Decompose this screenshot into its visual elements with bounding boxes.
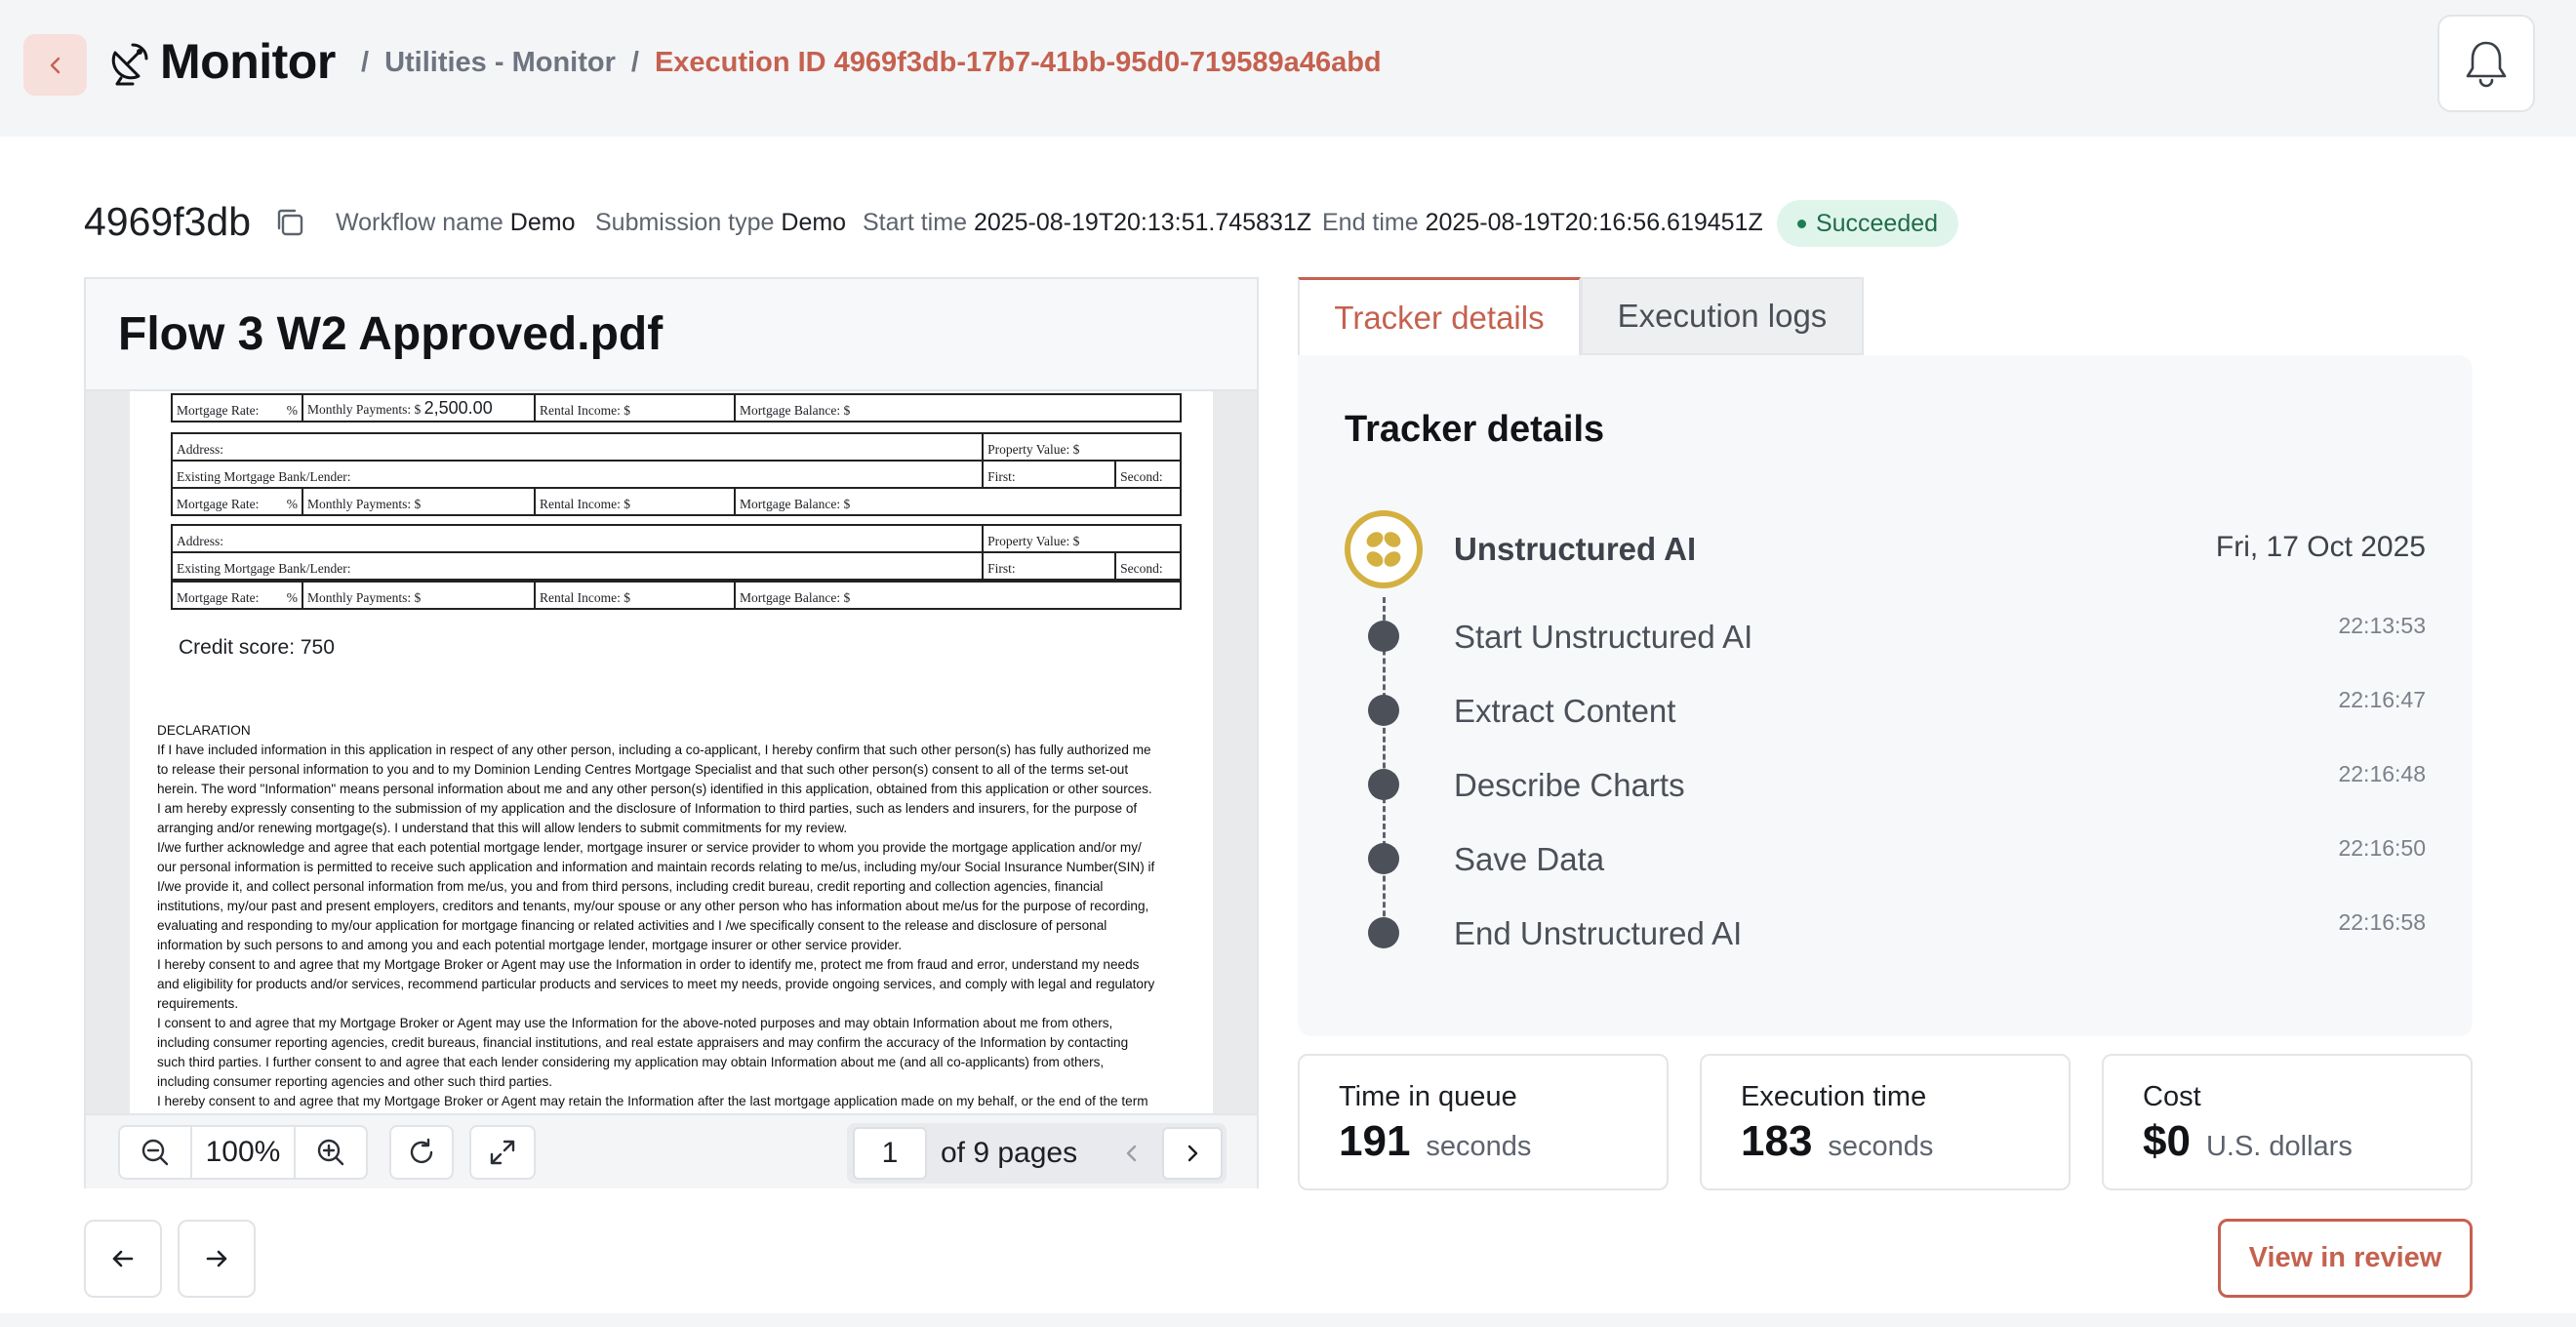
form-table: [171, 524, 1182, 581]
tracker-panel: [1298, 355, 2473, 1036]
breadcrumb-separator: /: [630, 47, 639, 78]
form-cell: [535, 488, 735, 515]
declaration-line: requirements.: [157, 996, 239, 1011]
submission-type-label: Submission type: [595, 209, 775, 236]
expand-icon: [487, 1137, 518, 1168]
document-page-area[interactable]: [86, 391, 1257, 1113]
declaration-line: I/we provide it, and collect personal information from me/us, you and from third persons, including credit bureau, credit reporting and collection agencies, financial: [157, 879, 1104, 894]
form-cell: [172, 394, 302, 422]
declaration-line: I hereby consent to and agree that my Mortgage Broker or Agent may retain the Information after the last mortgage application made on my behalf, or the end of the term: [157, 1094, 1148, 1108]
status-badge: [1777, 200, 1958, 247]
declaration-line: institutions, my/our past and present employers, creditors and tenants, my/our spouse or any other person who has information about me/us for the purpose of recording,: [157, 899, 1149, 913]
form-cell: [535, 582, 735, 609]
form-cell: [302, 488, 535, 515]
chevron-left-icon: [1121, 1143, 1143, 1164]
back-button[interactable]: [23, 34, 87, 96]
document-header: [86, 279, 1257, 391]
bell-icon: [2463, 39, 2510, 88]
stat-value-group: [2143, 1117, 2353, 1166]
form-cell: [983, 525, 1181, 552]
rotate-icon: [406, 1137, 437, 1168]
zoom-in-button[interactable]: [294, 1125, 368, 1180]
tab-tracker-details[interactable]: Tracker details: [1298, 277, 1581, 355]
workflow-name-label: Workflow name: [336, 209, 503, 236]
declaration: [157, 721, 1201, 1111]
execution-id-value: 4969f3db-17b7-41bb-95d0-719589a46abd: [833, 47, 1382, 78]
form-table: [171, 432, 1182, 489]
breadcrumb: [361, 47, 1382, 79]
rotate-button[interactable]: [389, 1125, 454, 1180]
address-label: Address:: [177, 534, 223, 548]
stat-unit: U.S. dollars: [2205, 1131, 2353, 1162]
stat-value: $0: [2143, 1117, 2191, 1165]
percent-sign: %: [286, 403, 298, 418]
step-name: Describe Charts: [1454, 767, 1685, 803]
step-name: End Unstructured AI: [1454, 915, 1743, 951]
step-time: 22:16:48: [2338, 761, 2426, 786]
stat-value-group: [1741, 1117, 1933, 1166]
view-in-review-button[interactable]: View in review: [2218, 1219, 2473, 1298]
form-row: [172, 525, 1181, 552]
stat-label: Execution time: [1741, 1081, 1927, 1112]
form-cell: [172, 552, 983, 580]
stat-value: 183: [1741, 1117, 1813, 1165]
arrow-left-icon: [108, 1244, 138, 1273]
breadcrumb-execution-id: [655, 47, 1382, 79]
form-row: [172, 488, 1181, 515]
form-cell: [983, 461, 1115, 488]
address-label: Address:: [177, 442, 223, 457]
step-time: 22:16:58: [2338, 909, 2426, 935]
declaration-line: I/we further acknowledge and agree that each potential mortgage lender, mortgage insurer or service provider to whom you provide the mortgage application and/or my/: [157, 840, 1142, 855]
stat-value-group: [1339, 1117, 1531, 1166]
timeline-dot: [1368, 621, 1399, 652]
mortgage-rate-label: Mortgage Rate:: [177, 403, 260, 418]
next-execution-button[interactable]: [178, 1220, 256, 1298]
mortgage-balance-label: Mortgage Balance: $: [740, 403, 851, 418]
document-toolbar: [86, 1113, 1257, 1188]
form-row: [172, 433, 1181, 461]
start-time: [863, 209, 1311, 237]
declaration-line: such third parties. I further consent to and agree that each lender considering my application may obtain Information about me (and all co-applicants) from others,: [157, 1055, 1105, 1069]
page-count: of 9 pages: [941, 1137, 1078, 1169]
declaration-line: I am hereby expressly consenting to the submission of my application and the disclosure of Information to third parties, such as lenders and insurers, for the purpose of: [157, 801, 1138, 816]
timeline-dot: [1368, 769, 1399, 800]
mortgage-balance-label: Mortgage Balance: $: [740, 590, 851, 605]
notifications-button[interactable]: [2437, 15, 2535, 112]
mortgage-rate-label: Mortgage Rate:: [177, 497, 260, 511]
form-table: [171, 393, 1182, 422]
existing-mortgage-label: Existing Mortgage Bank/Lender:: [177, 561, 351, 576]
step-time: 22:16:47: [2338, 687, 2426, 712]
property-value-label: Property Value: $: [987, 442, 1080, 457]
end-time-value: 2025-08-19T20:16:56.619451Z: [1425, 209, 1763, 236]
timeline-step: [1298, 687, 2473, 736]
status-text: Succeeded: [1815, 209, 1939, 237]
form-row: [172, 461, 1181, 488]
breadcrumb-separator: /: [361, 47, 370, 78]
bottom-strip: [0, 1313, 2576, 1327]
rental-income-label: Rental Income: $: [540, 590, 630, 605]
page-navigator: [847, 1123, 1227, 1184]
form-cell: [735, 582, 1181, 609]
workflow-name-value: Demo: [509, 209, 576, 236]
declaration-line: If I have included information in this application in respect of any other person, including a co-applicant, I hereby confirm that such other person(s) has fully authorized me: [157, 743, 1151, 757]
form-cell: [983, 552, 1115, 580]
arrow-right-icon: [202, 1244, 231, 1273]
stat-cost: [2102, 1054, 2473, 1190]
percent-sign: %: [286, 497, 298, 511]
existing-mortgage-label: Existing Mortgage Bank/Lender:: [177, 469, 351, 484]
stat-value: 191: [1339, 1117, 1411, 1165]
form-cell: [1115, 552, 1181, 580]
zoom-out-icon: [140, 1137, 171, 1168]
monthly-payments-value: 2,500.00: [423, 398, 493, 418]
previous-execution-button[interactable]: [84, 1220, 162, 1298]
second-label: Second:: [1120, 469, 1163, 484]
document-title: Flow 3 W2 Approved.pdf: [118, 308, 664, 360]
step-time: 22:16:50: [2338, 835, 2426, 861]
credit-score: Credit score: 750: [179, 636, 335, 659]
previous-page-button[interactable]: [1103, 1127, 1161, 1180]
stat-execution-time: [1700, 1054, 2071, 1190]
timeline-dot: [1368, 695, 1399, 726]
end-time-label: End time: [1322, 209, 1419, 236]
zoom-in-icon: [315, 1137, 346, 1168]
mortgage-balance-label: Mortgage Balance: $: [740, 497, 851, 511]
form-cell: [735, 488, 1181, 515]
timeline-step: [1298, 835, 2473, 884]
timeline-step: [1298, 909, 2473, 958]
declaration-line: including consumer reporting agencies and other such third parties.: [157, 1074, 553, 1089]
form-cell: [535, 394, 735, 422]
unstructured-ai-icon: [1344, 509, 1424, 589]
form-cell: [172, 525, 983, 552]
declaration-line: evaluating and responding to my/our application for mortgage financing or related activities and I /we specifically consent to the release and disclosure of personal: [157, 918, 1107, 933]
monthly-payments-label: Monthly Payments: $: [307, 402, 422, 417]
rental-income-label: Rental Income: $: [540, 497, 630, 511]
workflow-name: [336, 209, 575, 237]
form-cell: [735, 394, 1181, 422]
copy-icon[interactable]: [273, 206, 306, 239]
form-cell: [983, 433, 1181, 461]
first-label: First:: [987, 469, 1016, 484]
tracker-group-date: Fri, 17 Oct 2025: [2215, 531, 2426, 563]
status-dot: [1797, 220, 1806, 228]
property-value-label: Property Value: $: [987, 534, 1080, 548]
form-cell: [172, 488, 302, 515]
form-cell: [172, 461, 983, 488]
chevron-left-icon: [44, 54, 67, 77]
step-name: Save Data: [1454, 841, 1605, 877]
timeline-dot: [1368, 917, 1399, 948]
stat-label: Time in queue: [1339, 1081, 1517, 1112]
monthly-payments-label: Monthly Payments: $: [307, 590, 422, 605]
breadcrumb-utilities-monitor[interactable]: Utilities - Monitor: [384, 47, 616, 78]
step-name: Start Unstructured AI: [1454, 619, 1753, 655]
declaration-line: to release their personal information to you and to my Dominion Lending Centres Mortgage Specialist and that such other person(s) consent to all of the terms set-out: [157, 762, 1129, 777]
first-label: First:: [987, 561, 1016, 576]
declaration-line: including consumer reporting agencies, credit bureaus, financial institutions, and real estate appraisers and may confirm the accuracy of the Information by contacting: [157, 1035, 1129, 1050]
declaration-line: herein. The word "Information" means personal information about me and any other person(s) identified in this application, obtained from this application or other sources.: [157, 782, 1152, 796]
timeline-dot: [1368, 843, 1399, 874]
form-row: [172, 582, 1181, 609]
page-number-input[interactable]: 1: [853, 1127, 927, 1180]
chevron-right-icon: [1182, 1143, 1203, 1164]
percent-sign: %: [286, 590, 298, 605]
monthly-payments-label: Monthly Payments: $: [307, 497, 422, 511]
document-viewer: [84, 277, 1259, 1188]
tab-execution-logs[interactable]: Execution logs: [1581, 277, 1864, 355]
declaration-line: I consent to and agree that my Mortgage Broker or Agent may use the Information for the above-noted purposes and may obtain Information about me from others,: [157, 1016, 1113, 1030]
start-time-value: 2025-08-19T20:13:51.745831Z: [973, 209, 1312, 236]
stat-time-in-queue: [1298, 1054, 1669, 1190]
zoom-out-button[interactable]: [118, 1125, 192, 1180]
tracker-group-name: Unstructured AI: [1454, 531, 1697, 567]
stat-unit: seconds: [1426, 1131, 1532, 1162]
declaration-line: I hereby consent to and agree that my Mortgage Broker or Agent may use the Information in order to identify me, protect me from fraud and error, understand my needs: [157, 957, 1140, 972]
declaration-line: information by such persons to and among you and each potential mortgage lender, mortgage insurer or other service provider.: [157, 938, 903, 952]
form-cell: [302, 582, 535, 609]
execution-short-id: 4969f3db: [84, 199, 252, 244]
rental-income-label: Rental Income: $: [540, 403, 630, 418]
form-row: [172, 394, 1181, 422]
stat-label: Cost: [2143, 1081, 2201, 1112]
form-cell: [302, 394, 535, 422]
tracker-heading: Tracker details: [1345, 409, 1605, 450]
submission-type: [595, 209, 846, 237]
next-page-button[interactable]: [1162, 1127, 1223, 1180]
mortgage-rate-label: Mortgage Rate:: [177, 590, 260, 605]
execution-id-label: Execution ID: [654, 47, 826, 78]
form-cell: [172, 433, 983, 461]
form-table: [171, 581, 1182, 610]
fullscreen-button[interactable]: [469, 1125, 536, 1180]
step-name: Extract Content: [1454, 693, 1676, 729]
timeline-step: [1298, 613, 2473, 662]
timeline-step: [1298, 761, 2473, 810]
form-cell: [1115, 461, 1181, 488]
end-time: [1322, 209, 1763, 237]
declaration-title: DECLARATION: [157, 723, 251, 738]
app-title: Monitor: [160, 34, 336, 89]
document-page: [130, 391, 1213, 1113]
start-time-label: Start time: [863, 209, 967, 236]
declaration-line: our personal information is permitted to receive such application and information and maintain records relating to me/us, including my/our Social Insurance Number(SIN) if: [157, 860, 1155, 874]
form-table: [171, 487, 1182, 516]
form-cell: [172, 582, 302, 609]
submission-type-value: Demo: [781, 209, 847, 236]
zoom-level[interactable]: 100%: [190, 1125, 296, 1180]
step-time: 22:13:53: [2338, 613, 2426, 638]
form-row: [172, 552, 1181, 580]
declaration-line: and eligibility for products and/or services, recommend particular products and services to meet my needs, provide ongoing services, and comply with legal and regulatory: [157, 977, 1155, 991]
satellite-dish-icon: [105, 41, 150, 86]
declaration-line: arranging and/or renewing mortgage(s). I understand that this will allow lenders to submit commitments for my review.: [157, 821, 848, 835]
stat-unit: seconds: [1828, 1131, 1934, 1162]
top-bar: [0, 0, 2576, 137]
second-label: Second:: [1120, 561, 1163, 576]
